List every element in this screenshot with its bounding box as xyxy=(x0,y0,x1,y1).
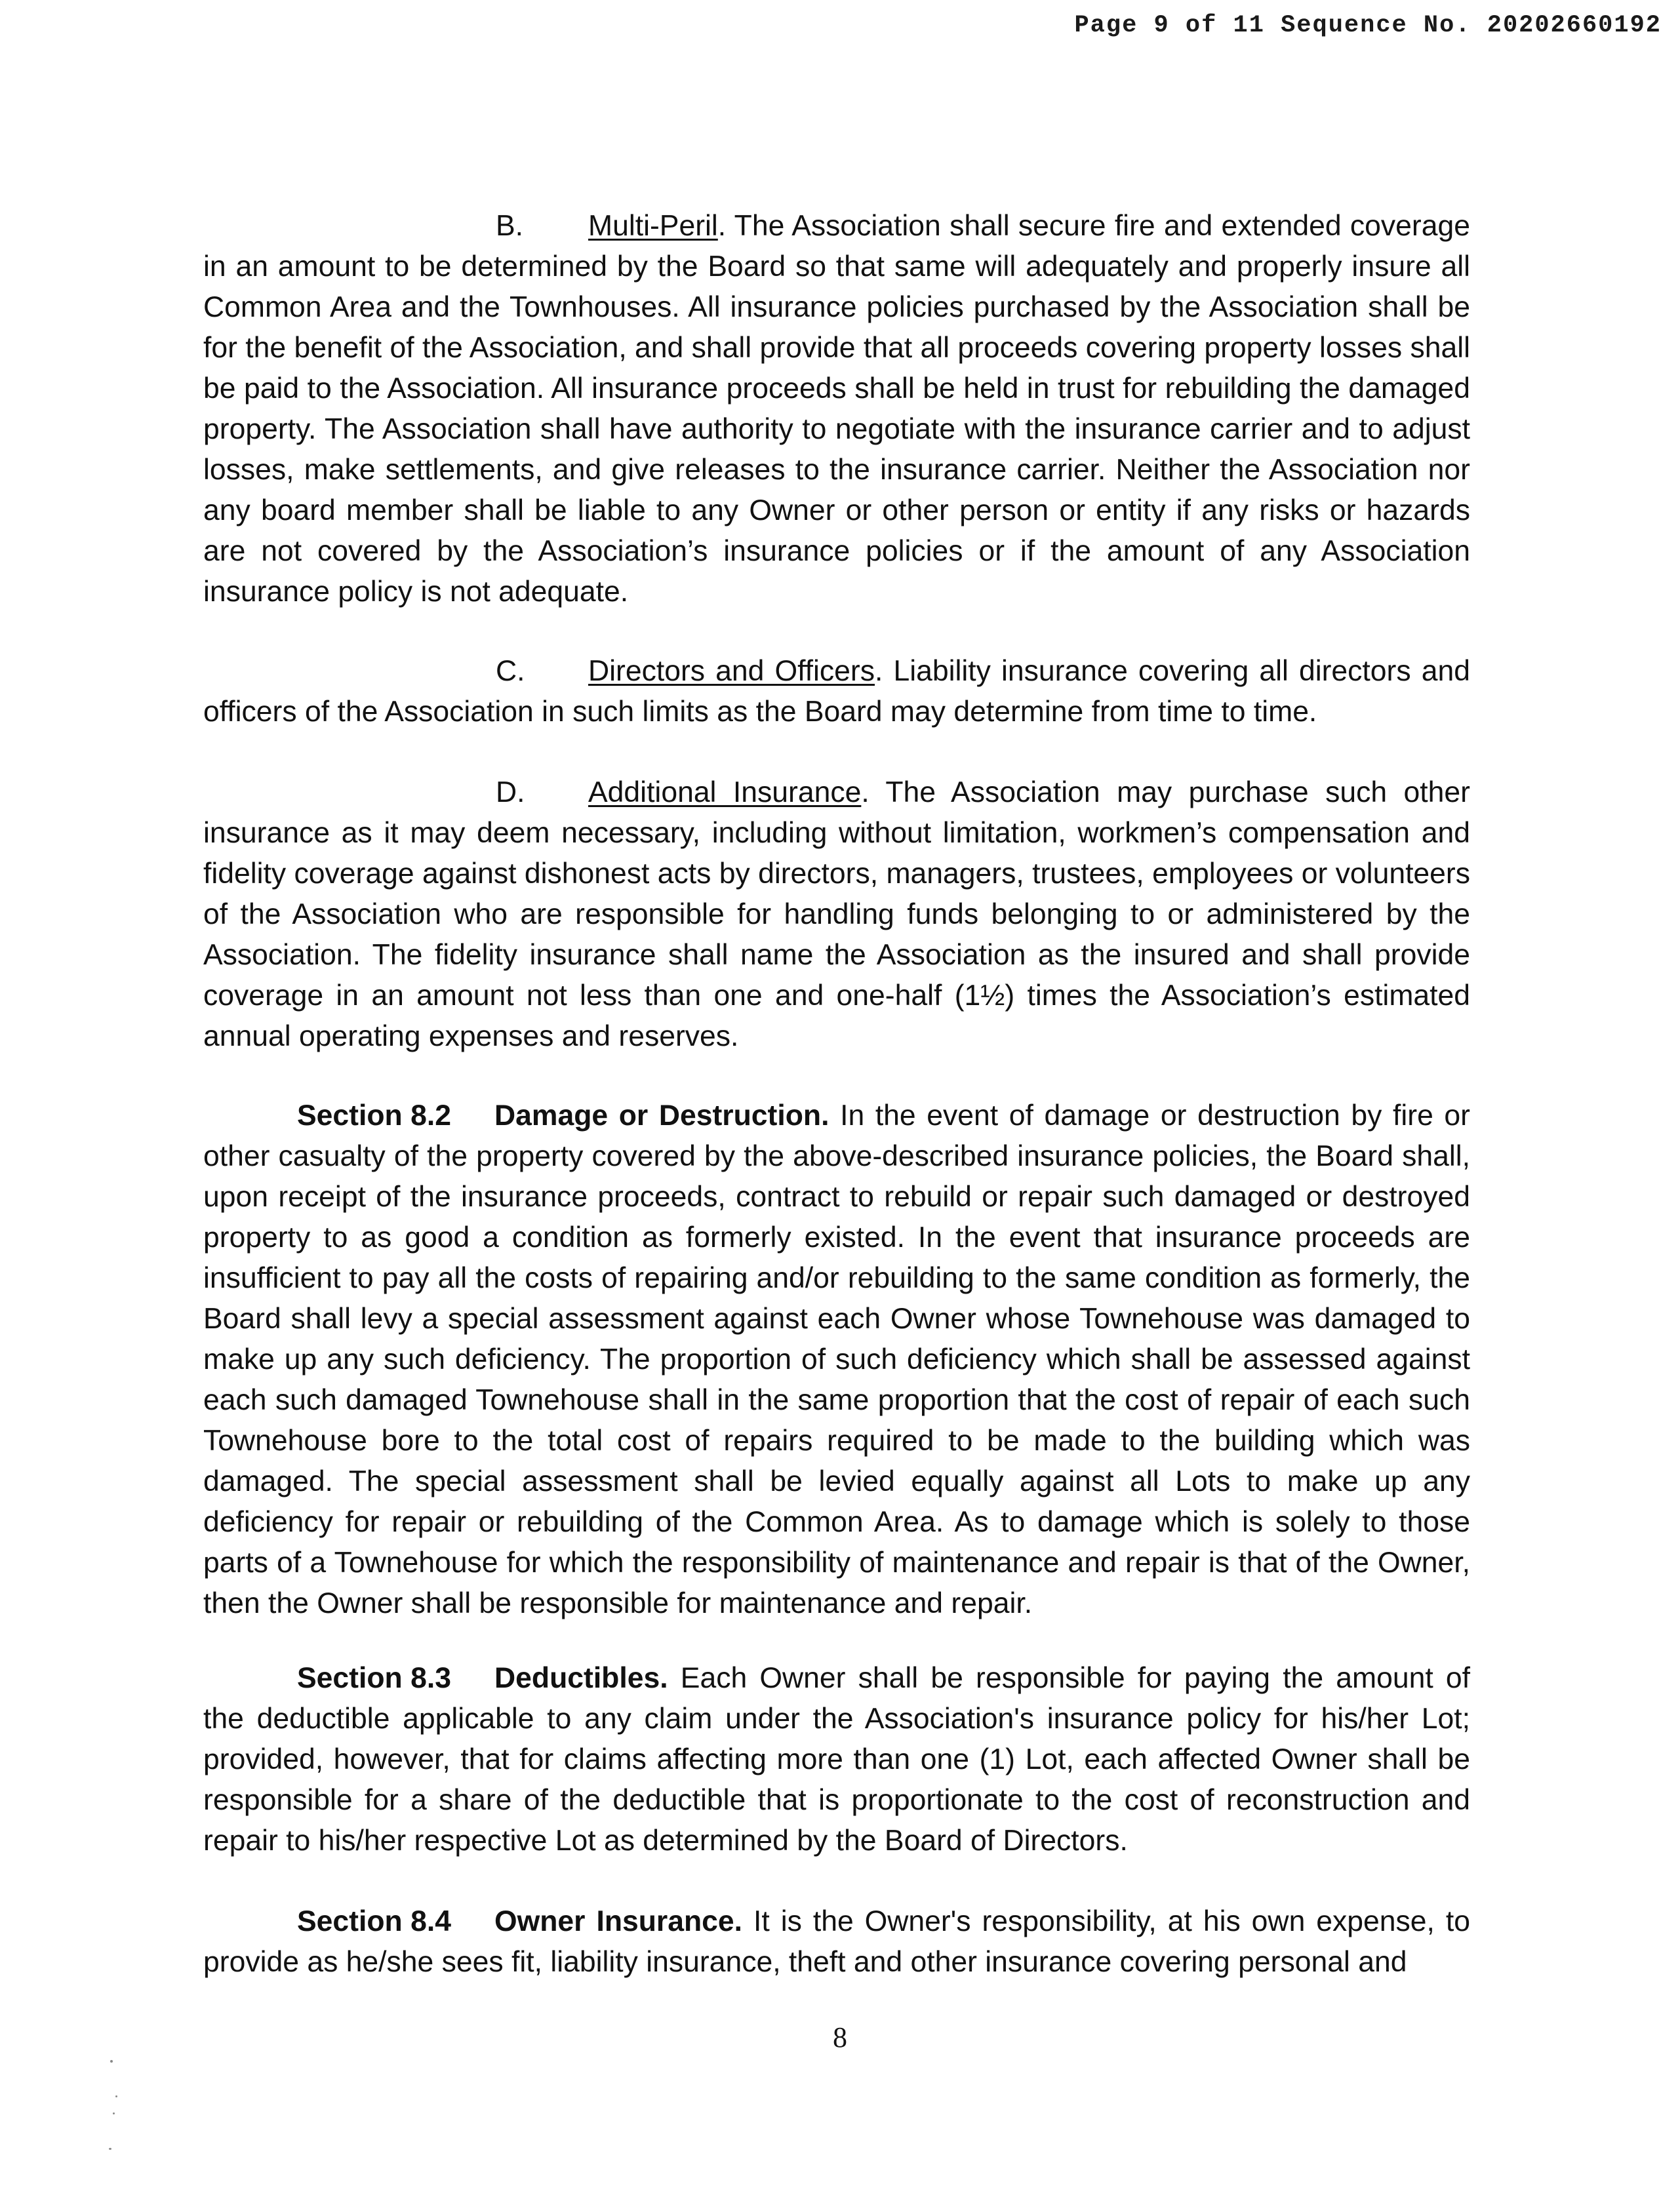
paragraph-text: . The Association may purchase such other insurance as it may deem necessary, including without limitation, workmen’s compensation and fidelity coverage against dishonest acts by directors, managers, trustees, employees or volunteers of the Association who are responsible for handling funds belonging to or administered by the Association. The fidelity insurance shall name the Association as the insured and shall provide coverage in an amount not less than one and one-half (1½) times the Association’s estimated annual operating expenses and reserves. xyxy=(203,776,1470,1052)
section-title: Deductibles. xyxy=(494,1662,668,1694)
section-number: Section 8.4 xyxy=(297,1905,451,1937)
scan-speck xyxy=(113,2112,115,2114)
page-sequence-header: Page 9 of 11 Sequence No. 20202660192 xyxy=(1074,12,1662,39)
paragraph-letter: B. xyxy=(496,210,524,242)
paragraph-c-directors-officers xyxy=(203,651,1470,732)
section-8-3-deductibles xyxy=(203,1658,1470,1861)
scan-speck xyxy=(115,2095,117,2097)
paragraph-letter: D. xyxy=(496,776,525,808)
section-text: It is the Owner's responsibility, at his own expense, to provide as he/she sees fit, liability insurance, theft and other insurance covering personal and xyxy=(203,1905,1470,1978)
section-text: In the event of damage or destruction by fire or other casualty of the property covered by the above-described insurance policies, the Board shall, upon receipt of the insurance proceeds, contract to rebuild or repair such damaged or destroyed property to as good a condition as formerly existed. In the event that insurance proceeds are insufficient to pay all the costs of repairing and/or rebuilding to the same condition as formerly, the Board shall levy a special assessment against each Owner whose Townehouse was damaged to make up any such deficiency. The proportion of such deficiency which shall be assessed against each such damaged Townehouse shall in the same proportion that the cost of repair of each such Townehouse bore to the total cost of repairs required to be made to the building which was damaged. The special assessment shall be levied equally against all Lots to make up any deficiency for repair or rebuilding of the Common Area. As to damage which is solely to those parts of a Townehouse for which the responsibility of maintenance and repair is that of the Owner, then the Owner shall be responsible for maintenance and repair. xyxy=(203,1100,1470,1619)
section-8-2-damage-destruction xyxy=(203,1096,1470,1624)
paragraph-text: . The Association shall secure fire and extended coverage in an amount to be determined by the Board so that same will adequately and properly insure all Common Area and the Townhouses. All insurance policies purchased by the Association shall be for the benefit of the Association, and shall provide that all proceeds covering property losses shall be paid to the Association. All insurance proceeds shall be held in trust for rebuilding the damaged property. The Association shall have authority to negotiate with the insurance carrier and to adjust losses, make settlements, and give releases to the insurance carrier. Neither the Association nor any board member shall be liable to any Owner or other person or entity if any risks or hazards are not covered by the Association’s insurance policies or if the amount of any Association insurance policy is not adequate. xyxy=(203,210,1470,608)
section-text: Each Owner shall be responsible for paying the amount of the deductible applicable to any claim under the Association's insurance policy for his/her Lot; provided, however, that for claims affecting more than one (1) Lot, each affected Owner shall be responsible for a share of the deductible that is proportionate to the cost of reconstruction and repair to his/her respective Lot as determined by the Board of Directors. xyxy=(203,1662,1470,1857)
paragraph-heading: Multi-Peril xyxy=(588,210,718,242)
paragraph-text: . Liability insurance covering all directors and officers of the Association in such limits as the Board may determine from time to time. xyxy=(203,655,1470,728)
section-number: Section 8.3 xyxy=(297,1662,451,1694)
paragraph-b-multi-peril xyxy=(203,206,1470,612)
section-title: Owner Insurance. xyxy=(494,1905,743,1937)
page-number: 8 xyxy=(833,2021,847,2053)
scan-speck xyxy=(109,2148,111,2150)
paragraph-heading: Directors and Officers xyxy=(588,655,875,687)
section-number: Section 8.2 xyxy=(297,1100,451,1132)
scan-speck xyxy=(110,2060,113,2063)
section-title: Damage or Destruction. xyxy=(494,1100,830,1132)
paragraph-heading: Additional Insurance xyxy=(588,776,862,808)
paragraph-d-additional-insurance xyxy=(203,772,1470,1057)
paragraph-letter: C. xyxy=(496,655,525,687)
section-8-4-owner-insurance xyxy=(203,1901,1470,1983)
